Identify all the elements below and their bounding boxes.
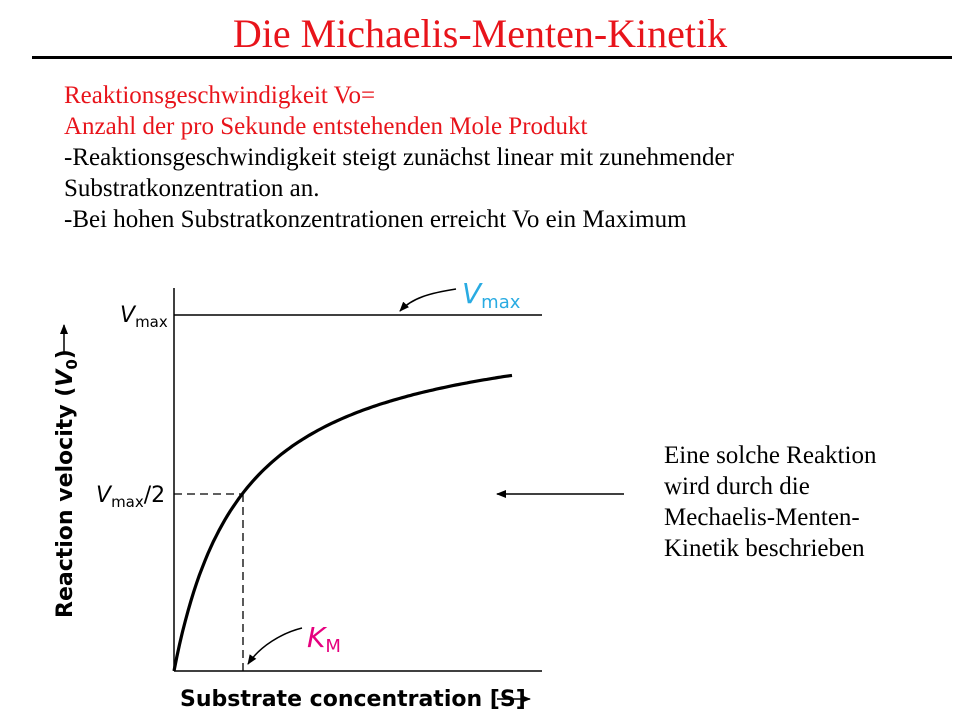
body-line-4: Substratkonzentration an. — [64, 175, 320, 202]
page-title: Die Michaelis-Menten-Kinetik — [232, 11, 728, 56]
vmax-tick-label: $V_{max}$ — [120, 303, 168, 331]
note-line-1: Eine solche Reaktion — [664, 442, 877, 469]
x-axis-label: Substrate concentration [S] — [180, 687, 526, 712]
body-line-2: Anzahl der pro Sekunde entstehenden Mole Produkt — [64, 113, 588, 140]
km-callout-label: KM — [307, 621, 341, 657]
km-callout-arrow — [248, 628, 302, 664]
saturation-curve — [174, 375, 512, 671]
body-line-5: -Bei hohen Substratkonzentrationen erreicht Vo ein Maximum — [64, 206, 687, 233]
note-line-4: Kinetik beschrieben — [664, 535, 865, 562]
note-line-2: wird durch die — [664, 473, 810, 500]
y-axis-label: Reaction velocity $(V_0)$ — [53, 349, 81, 618]
vmax-half-tick-label: $V_{max}/2$ — [96, 483, 166, 511]
body-line-3: -Reaktionsgeschwindigkeit steigt zunächst linear mit zunehmender — [64, 144, 734, 171]
body-line-1: Reaktionsgeschwindigkeit Vo= — [64, 82, 376, 109]
vmax-callout-arrow — [400, 289, 456, 311]
vmax-callout-label: Vmax — [462, 277, 521, 313]
note-line-3: Mechaelis-Menten- — [664, 504, 860, 531]
